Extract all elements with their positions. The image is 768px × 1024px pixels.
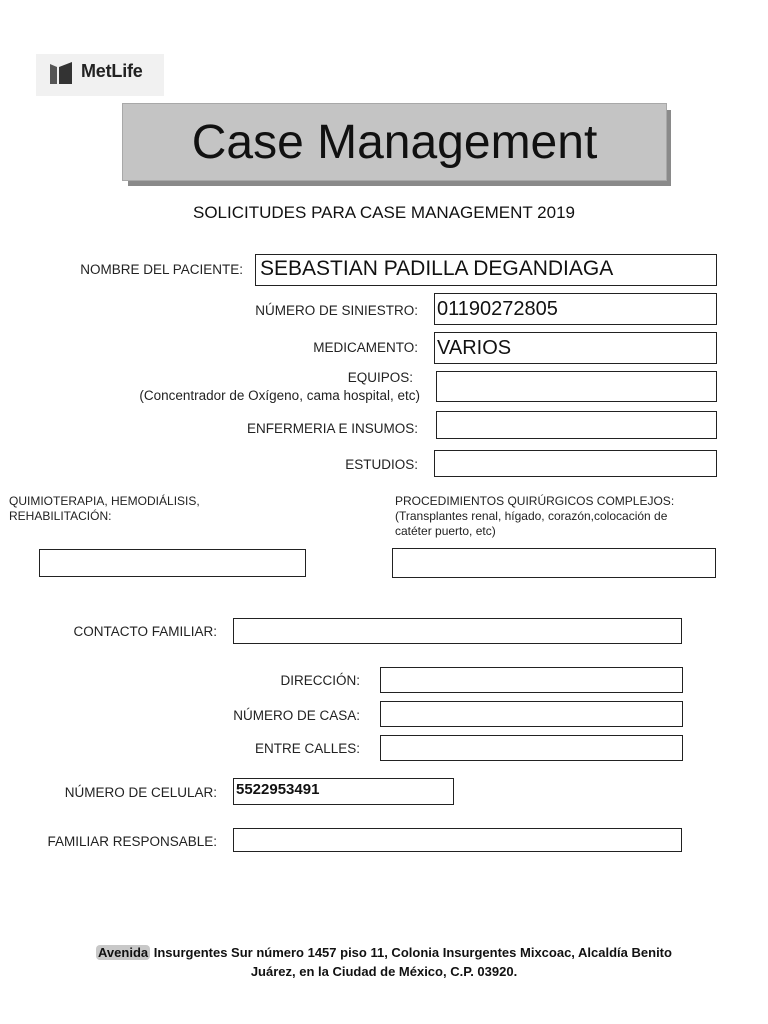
between-streets-field[interactable]	[380, 735, 683, 761]
therapy-field[interactable]	[39, 549, 306, 577]
claim-number-field[interactable]: 01190272805	[434, 293, 717, 325]
cell-number-label: NÚMERO DE CELULAR:	[64, 785, 217, 800]
medication-label: MEDICAMENTO:	[313, 340, 418, 355]
house-number-field[interactable]	[380, 701, 683, 727]
procedures-label-line3: catéter puerto, etc)	[395, 524, 496, 538]
banner-title: Case Management	[122, 103, 667, 181]
footer-line2: Juárez, en la Ciudad de México, C.P. 03920.	[250, 964, 518, 979]
footer-highlight: Avenida	[98, 945, 149, 960]
nursing-label: ENFERMERIA E INSUMOS:	[246, 421, 418, 436]
procedures-field[interactable]	[392, 548, 716, 578]
address-label: DIRECCIÓN:	[280, 673, 360, 688]
claim-number-label: NÚMERO DE SINIESTRO:	[255, 303, 418, 318]
form-subtitle: SOLICITUDES PARA CASE MANAGEMENT 2019	[193, 203, 575, 222]
procedures-label-line1: PROCEDIMIENTOS QUIRÚRGICOS COMPLEJOS:	[395, 494, 675, 508]
footer-line1	[30, 943, 738, 962]
between-streets-label: ENTRE CALLES:	[254, 741, 360, 756]
responsible-family-label: FAMILIAR RESPONSABLE:	[47, 834, 217, 849]
metlife-logo-icon	[48, 60, 74, 86]
responsible-family-field[interactable]	[233, 828, 682, 852]
equipment-field[interactable]	[436, 371, 717, 402]
procedures-label-line2: (Transplantes renal, hígado, corazón,colocación de	[395, 509, 668, 523]
therapy-label-line1: QUIMIOTERAPIA, HEMODIÁLISIS,	[9, 494, 200, 508]
family-contact-label: CONTACTO FAMILIAR:	[73, 624, 217, 639]
cell-number-field[interactable]: 5522953491	[233, 778, 454, 805]
footer-line1-text: Insurgentes Sur número 1457 piso 11, Colonia Insurgentes Mixcoac, Alcaldía Benito	[150, 945, 672, 960]
equipment-note: (Concentrador de Oxígeno, cama hospital, etc)	[139, 388, 420, 403]
equipment-label: EQUIPOS:	[347, 370, 413, 385]
logo-text: MetLife	[81, 61, 143, 81]
studies-label: ESTUDIOS:	[345, 457, 418, 472]
patient-name-field[interactable]: SEBASTIAN PADILLA DEGANDIAGA	[255, 254, 717, 286]
patient-name-label: NOMBRE DEL PACIENTE:	[80, 262, 243, 277]
nursing-field[interactable]	[436, 411, 717, 439]
studies-field[interactable]	[434, 450, 717, 477]
house-number-label: NÚMERO DE CASA:	[233, 708, 360, 723]
address-field[interactable]	[380, 667, 683, 693]
family-contact-field[interactable]	[233, 618, 682, 644]
footer-address	[30, 943, 738, 981]
medication-field[interactable]: VARIOS	[434, 332, 717, 364]
therapy-label-line2: REHABILITACIÓN:	[9, 509, 112, 523]
